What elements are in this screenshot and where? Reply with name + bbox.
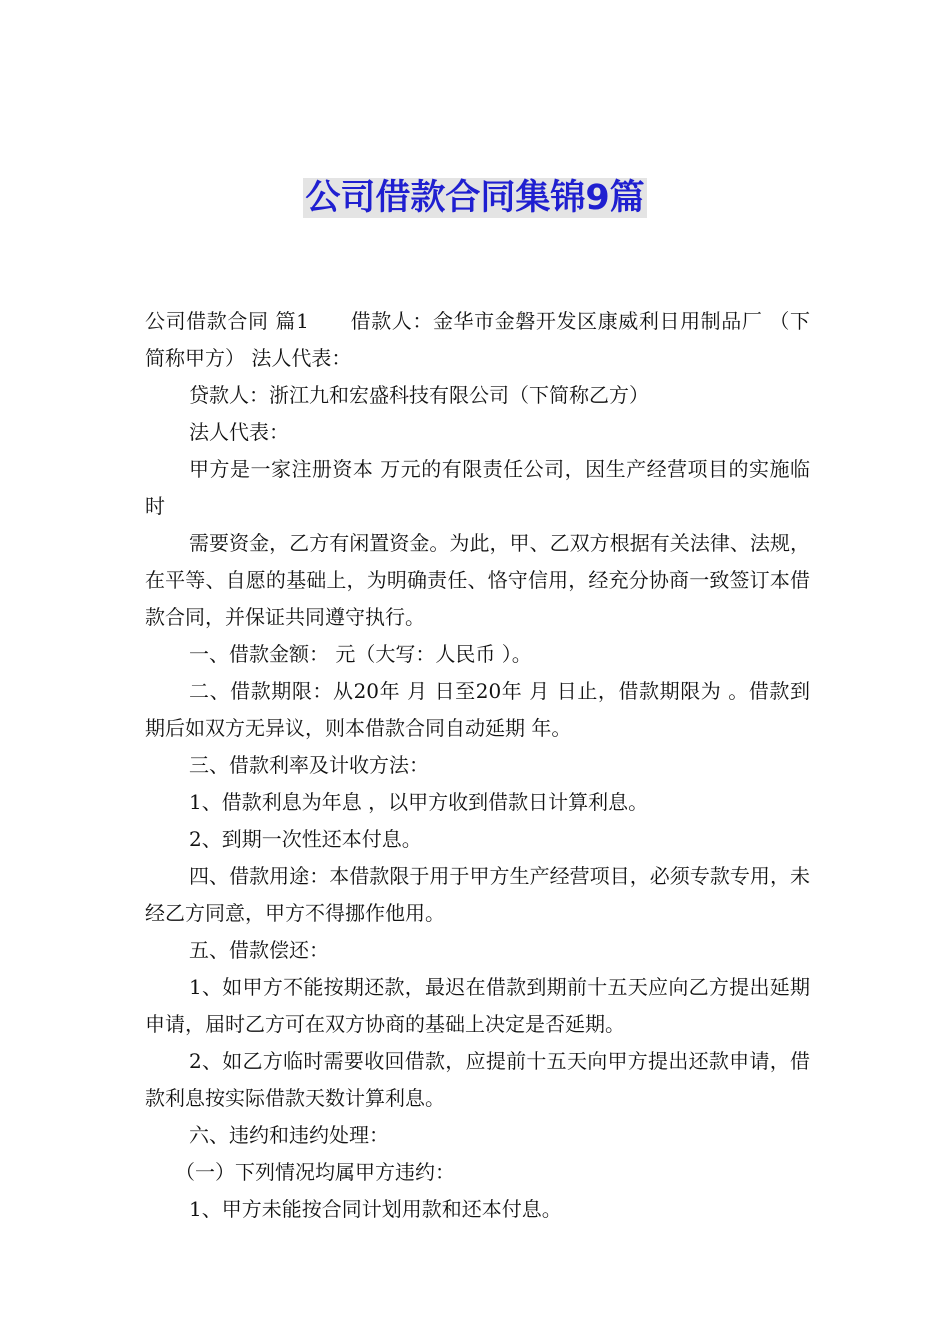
paragraph: 1、甲方未能按合同计划用款和还本付息。 <box>189 1197 562 1221</box>
paragraph: 甲方是一家注册资本 万元的有限责任公司，因生产经营项目的实施临时 <box>145 457 810 518</box>
paragraph: 贷款人：浙江九和宏盛科技有限公司（下简称乙方） <box>189 383 649 407</box>
paragraph: 2、如乙方临时需要收回借款，应提前十五天向甲方提出还款申请，借款利息按实际借款天数计算利息。 <box>145 1049 810 1110</box>
paragraph: 二、借款期限：从20年 月 日至20年 月 日止，借款期限为 。借款到期后如双方无异议，则本借款合同自动延期 年。 <box>145 679 810 740</box>
document-title-wrap <box>0 172 950 224</box>
paragraph: 1、如甲方不能按期还款，最迟在借款到期前十五天应向乙方提出延期申请，届时乙方可在双方协商的基础上决定是否延期。 <box>145 975 810 1036</box>
paragraph: 一、借款金额： 元（大写：人民币 ）。 <box>189 642 532 666</box>
paragraph: 三、借款利率及计收方法： <box>189 753 429 777</box>
paragraph: （一）下列情况均属甲方违约： <box>175 1160 455 1184</box>
paragraph: 法人代表： <box>189 420 289 444</box>
document-title: 公司借款合同集锦9篇 <box>305 178 645 218</box>
paragraph: 六、违约和违约处理： <box>189 1123 389 1147</box>
paragraph: 2、到期一次性还本付息。 <box>189 827 422 851</box>
paragraph: 需要资金，乙方有闲置资金。为此，甲、乙双方根据有关法律、法规，在平等、自愿的基础上，为明确责任、恪守信用，经充分协商一致签订本借款合同，并保证共同遵守执行。 <box>145 531 810 629</box>
document-body <box>145 303 810 1228</box>
paragraph: 公司借款合同 篇1 借款人：金华市金磐开发区康威利日用制品厂 （下简称甲方） 法人代表： <box>145 309 810 370</box>
paragraph: 1、借款利息为年息 ，以甲方收到借款日计算利息。 <box>189 790 649 814</box>
paragraph: 五、借款偿还： <box>189 938 329 962</box>
paragraph: 四、借款用途：本借款限于用于甲方生产经营项目，必须专款专用，未经乙方同意，甲方不得挪作他用。 <box>145 864 810 925</box>
